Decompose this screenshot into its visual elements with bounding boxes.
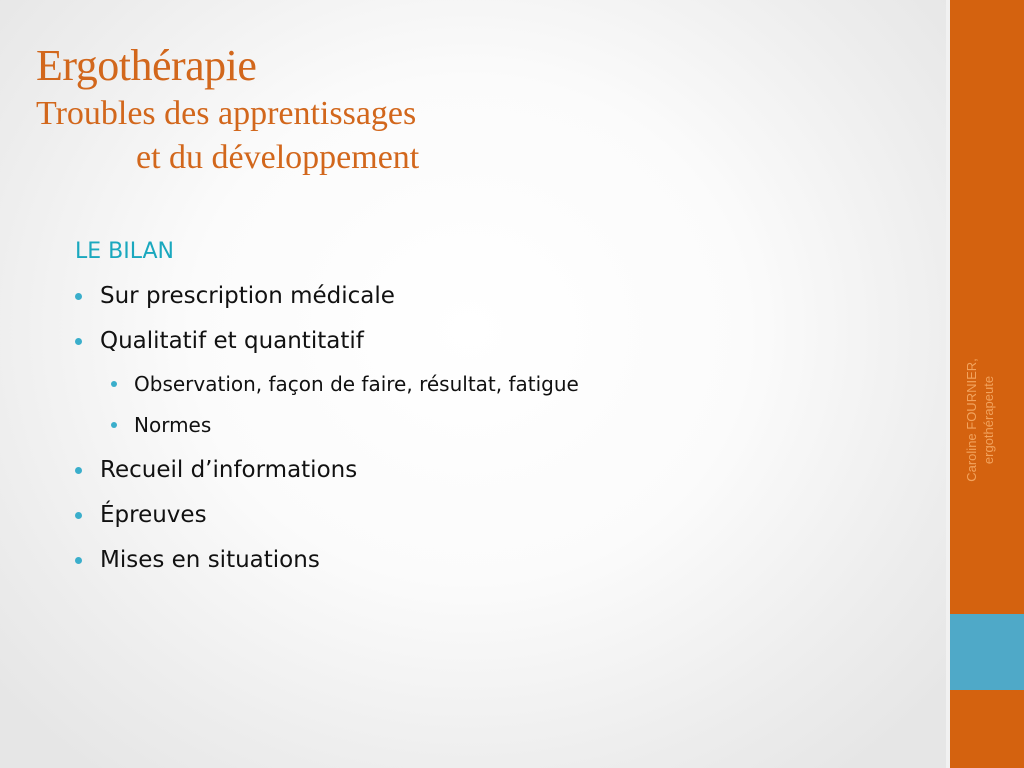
- sub-bullet-text: Normes: [134, 413, 212, 437]
- title-main: Ergothérapie: [36, 41, 257, 90]
- sub-bullet-item: [75, 370, 915, 398]
- sub-bullet-icon: [111, 422, 117, 428]
- bullet-text: Mises en situations: [100, 547, 320, 573]
- bullet-item: [75, 544, 915, 576]
- sub-bullet-item: [75, 411, 915, 439]
- bullet-item: [75, 280, 915, 312]
- bullet-icon: [75, 467, 82, 474]
- bullet-icon: [75, 338, 82, 345]
- slide-title: [36, 40, 419, 180]
- title-subtitle-line1: Troubles des apprentissages: [36, 95, 417, 132]
- bullet-text: Sur prescription médicale: [100, 283, 395, 309]
- sub-bullet-text: Observation, façon de faire, résultat, fatigue: [134, 372, 579, 396]
- sidebar-author-name: Caroline FOURNIER,: [964, 358, 979, 482]
- bullet-item: [75, 454, 915, 486]
- bullet-icon: [75, 293, 82, 300]
- bullet-item: [75, 325, 915, 357]
- sub-bullet-icon: [111, 381, 117, 387]
- title-subtitle-line2: et du développement: [136, 139, 420, 176]
- bullet-text: Recueil d’informations: [100, 457, 358, 483]
- bullet-text: Épreuves: [100, 502, 207, 528]
- bullet-icon: [75, 557, 82, 564]
- sidebar-author: [948, 350, 1012, 490]
- slide-content: [75, 236, 915, 589]
- bullet-icon: [75, 512, 82, 519]
- bullet-text: Qualitatif et quantitatif: [100, 328, 364, 354]
- bullet-item: [75, 499, 915, 531]
- sidebar-author-role: ergothérapeute: [981, 375, 996, 465]
- section-label: LE BILAN: [75, 239, 174, 264]
- sidebar-accent-block: [950, 614, 1024, 690]
